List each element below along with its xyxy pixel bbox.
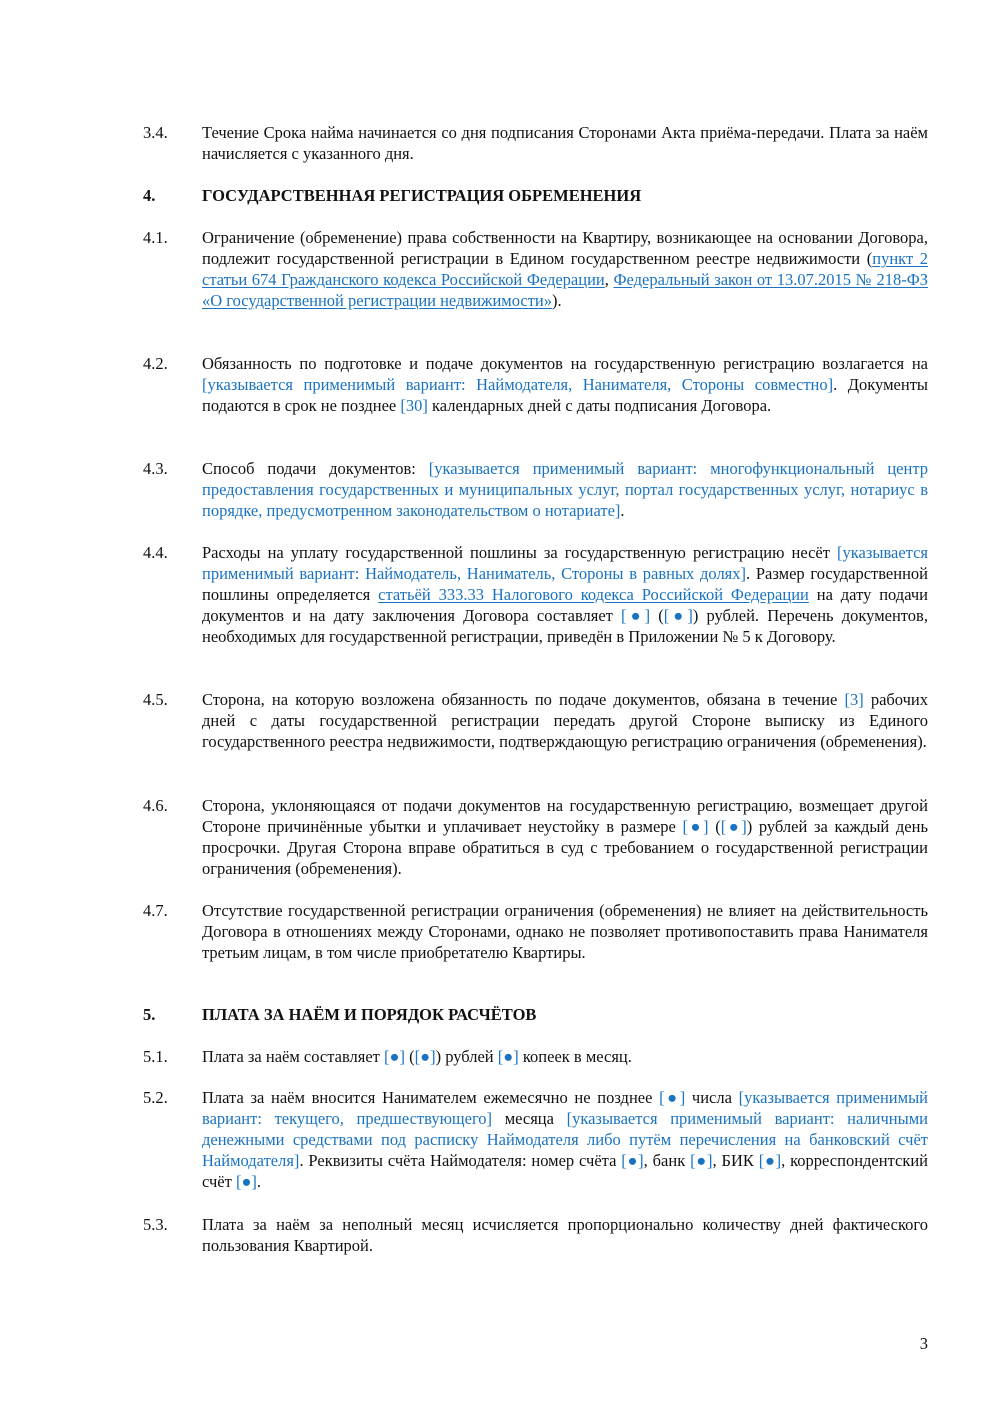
placeholder: [указывается применимый вариант: текущего, предшествующего]	[202, 1088, 928, 1128]
text-run: . Размер государственной пошлины определяется	[202, 564, 928, 604]
clause-number: 4.5.	[143, 690, 168, 709]
clause-4-2	[143, 353, 928, 416]
clause-5-3	[143, 1214, 928, 1256]
text-run: Обязанность по подготовке и подаче документов на государственную регистрацию возлагается на	[202, 354, 928, 373]
clause-text	[202, 900, 928, 963]
text-run: ).	[552, 291, 562, 310]
placeholder: [●]	[414, 1047, 436, 1066]
text-run: (	[650, 606, 664, 625]
clause-text	[202, 1214, 928, 1256]
placeholder: [●]	[235, 1172, 257, 1191]
placeholder: [указывается применимый вариант: наличными денежными средствами под расписку Наймодателя либо путём перечисления на банковский счёт Наймодателя]	[202, 1109, 928, 1170]
text-run: календарных дней с даты подписания Договора.	[427, 396, 772, 415]
text-run: Сторона, уклоняющаяся от подачи документов на государственную регистрацию, возмещает другой Стороне причинённые убытки и уплачивает неустойку в размере	[202, 796, 928, 836]
clause-text	[202, 122, 928, 164]
placeholder: [●]	[621, 606, 651, 625]
placeholder: [●]	[663, 606, 693, 625]
placeholder: [●]	[720, 817, 747, 836]
section-title: ГОСУДАРСТВЕННАЯ РЕГИСТРАЦИЯ ОБРЕМЕНЕНИЯ	[202, 186, 642, 205]
text-run: Способ подачи документов:	[202, 459, 429, 478]
text-run: . Реквизиты счёта Наймодателя: номер счёта	[299, 1151, 622, 1170]
section-number: 4.	[143, 186, 156, 205]
text-run: (	[708, 817, 721, 836]
text-run: копеек в месяц.	[518, 1047, 632, 1066]
clause-number: 4.1.	[143, 228, 168, 247]
clause-4-4	[143, 542, 928, 647]
text-run: . Документы подаются в срок не позднее	[202, 375, 928, 415]
clause-number: 4.6.	[143, 796, 168, 815]
text-run: ,	[604, 270, 614, 289]
clause-number: 5.1.	[143, 1047, 168, 1066]
section-title: ПЛАТА ЗА НАЁМ И ПОРЯДОК РАСЧЁТОВ	[202, 1005, 537, 1024]
clause-text	[202, 227, 928, 311]
clause-5-1	[143, 1046, 928, 1067]
placeholder: [указывается применимый вариант: Наймодателя, Нанимателя, Стороны совместно]	[202, 375, 834, 394]
placeholder: [●]	[690, 1151, 713, 1170]
clause-text	[202, 1046, 928, 1067]
clause-text	[202, 795, 928, 879]
text-run: Сторона, на которую возложена обязанность по подаче документов, обязана в течение	[202, 690, 845, 709]
clause-number: 4.7.	[143, 901, 168, 920]
clause-4-7	[143, 900, 928, 963]
clause-text	[202, 353, 928, 416]
clause-4-1	[143, 227, 928, 311]
section-heading-4	[143, 185, 928, 206]
placeholder: [●]	[758, 1151, 782, 1170]
clause-number: 4.2.	[143, 354, 168, 373]
text-run: ) рублей. Перечень документов, необходимых для государственной регистрации, приведён в Приложении № 5 к Договору.	[202, 606, 928, 646]
clause-number: 5.3.	[143, 1215, 168, 1234]
section-heading-5	[143, 1004, 928, 1025]
text-run: (	[404, 1047, 415, 1066]
clause-number: 4.3.	[143, 459, 168, 478]
law-reference-link[interactable]: статьёй 333.33 Налогового кодекса Российской Федерации	[378, 585, 809, 604]
clause-4-5	[143, 689, 928, 752]
placeholder: [●]	[621, 1151, 644, 1170]
placeholder: [указывается применимый вариант: Наймодатель, Наниматель, Стороны в равных долях]	[202, 543, 928, 583]
text-run: ) рублей	[435, 1047, 498, 1066]
text-run: числа	[685, 1088, 739, 1107]
clause-number: 3.4.	[143, 123, 168, 142]
text-run: Течение Срока найма начинается со дня подписания Сторонами Акта приёма-передачи. Плата за наём начисляется с указанного дня.	[202, 123, 928, 163]
text-run: рабочих дней с даты государственной регистрации передать другой Стороне выписку из Единого государственного реестра недвижимости, подтверждающую регистрацию ограничения (обременения).	[202, 690, 929, 751]
text-run: .	[256, 1172, 262, 1191]
text-run: Отсутствие государственной регистрации ограничения (обременения) не влияет на действительность Договора в отношениях между Сторонами, однако не позволяет противопоставить права Нанимателя третьим лицам, в том числе приобретателю Квартиры.	[202, 901, 928, 962]
text-run: .	[620, 501, 625, 520]
clause-text	[202, 1087, 928, 1192]
text-run: Расходы на уплату государственной пошлины за государственную регистрацию несёт	[202, 543, 838, 562]
clause-text	[202, 689, 928, 752]
text-run: Плата за наём за неполный месяц исчисляется пропорционально количеству дней фактического пользования Квартирой.	[202, 1215, 928, 1255]
placeholder: [●]	[659, 1088, 686, 1107]
clause-text	[202, 542, 928, 647]
placeholder: [●]	[497, 1047, 519, 1066]
text-run: на дату подачи документов и на дату заключения Договора составляет	[202, 585, 928, 625]
law-reference-link[interactable]: пункт 2 статьи 674 Гражданского кодекса Российской Федерации	[202, 249, 928, 289]
text-run: ) рублей за каждый день просрочки. Другая Сторона вправе обратиться в суд с требованием о государственной регистрации ограничения (обременения).	[202, 817, 928, 878]
clause-5-2	[143, 1087, 928, 1192]
clause-4-3	[143, 458, 928, 521]
placeholder: [●]	[384, 1047, 405, 1066]
text-run: Плата за наём вносится Нанимателем ежемесячно не позднее	[202, 1088, 660, 1107]
text-run: , БИК	[712, 1151, 759, 1170]
section-number: 5.	[143, 1005, 156, 1024]
clause-number: 4.4.	[143, 543, 168, 562]
clause-number: 5.2.	[143, 1088, 168, 1107]
text-run: месяца	[492, 1109, 567, 1128]
text-run: Плата за наём составляет	[202, 1047, 385, 1066]
law-reference-link[interactable]: Федеральный закон от 13.07.2015 № 218-ФЗ «О государственной регистрации недвижимости»	[202, 270, 929, 310]
placeholder: [●]	[682, 817, 709, 836]
clause-text	[202, 458, 928, 521]
text-run: , банк	[643, 1151, 691, 1170]
clause-3-4	[143, 122, 928, 164]
clause-4-6	[143, 795, 928, 879]
page-number: 3	[919, 1334, 928, 1353]
placeholder: [3]	[844, 690, 864, 709]
placeholder: [указывается применимый вариант: многофункциональный центр предоставления государственных и муниципальных услуг, портал государственных услуг, нотариус в порядке, предусмотренном законодательством о нотариате]	[202, 459, 928, 520]
text-run: Ограничение (обременение) права собственности на Квартиру, возникающее на основании Договора, подлежит государственной регистрации в Едином государственном реестре недвижимости (	[202, 228, 928, 268]
text-run: , корреспондентский счёт	[202, 1151, 928, 1191]
placeholder: [30]	[400, 396, 428, 415]
